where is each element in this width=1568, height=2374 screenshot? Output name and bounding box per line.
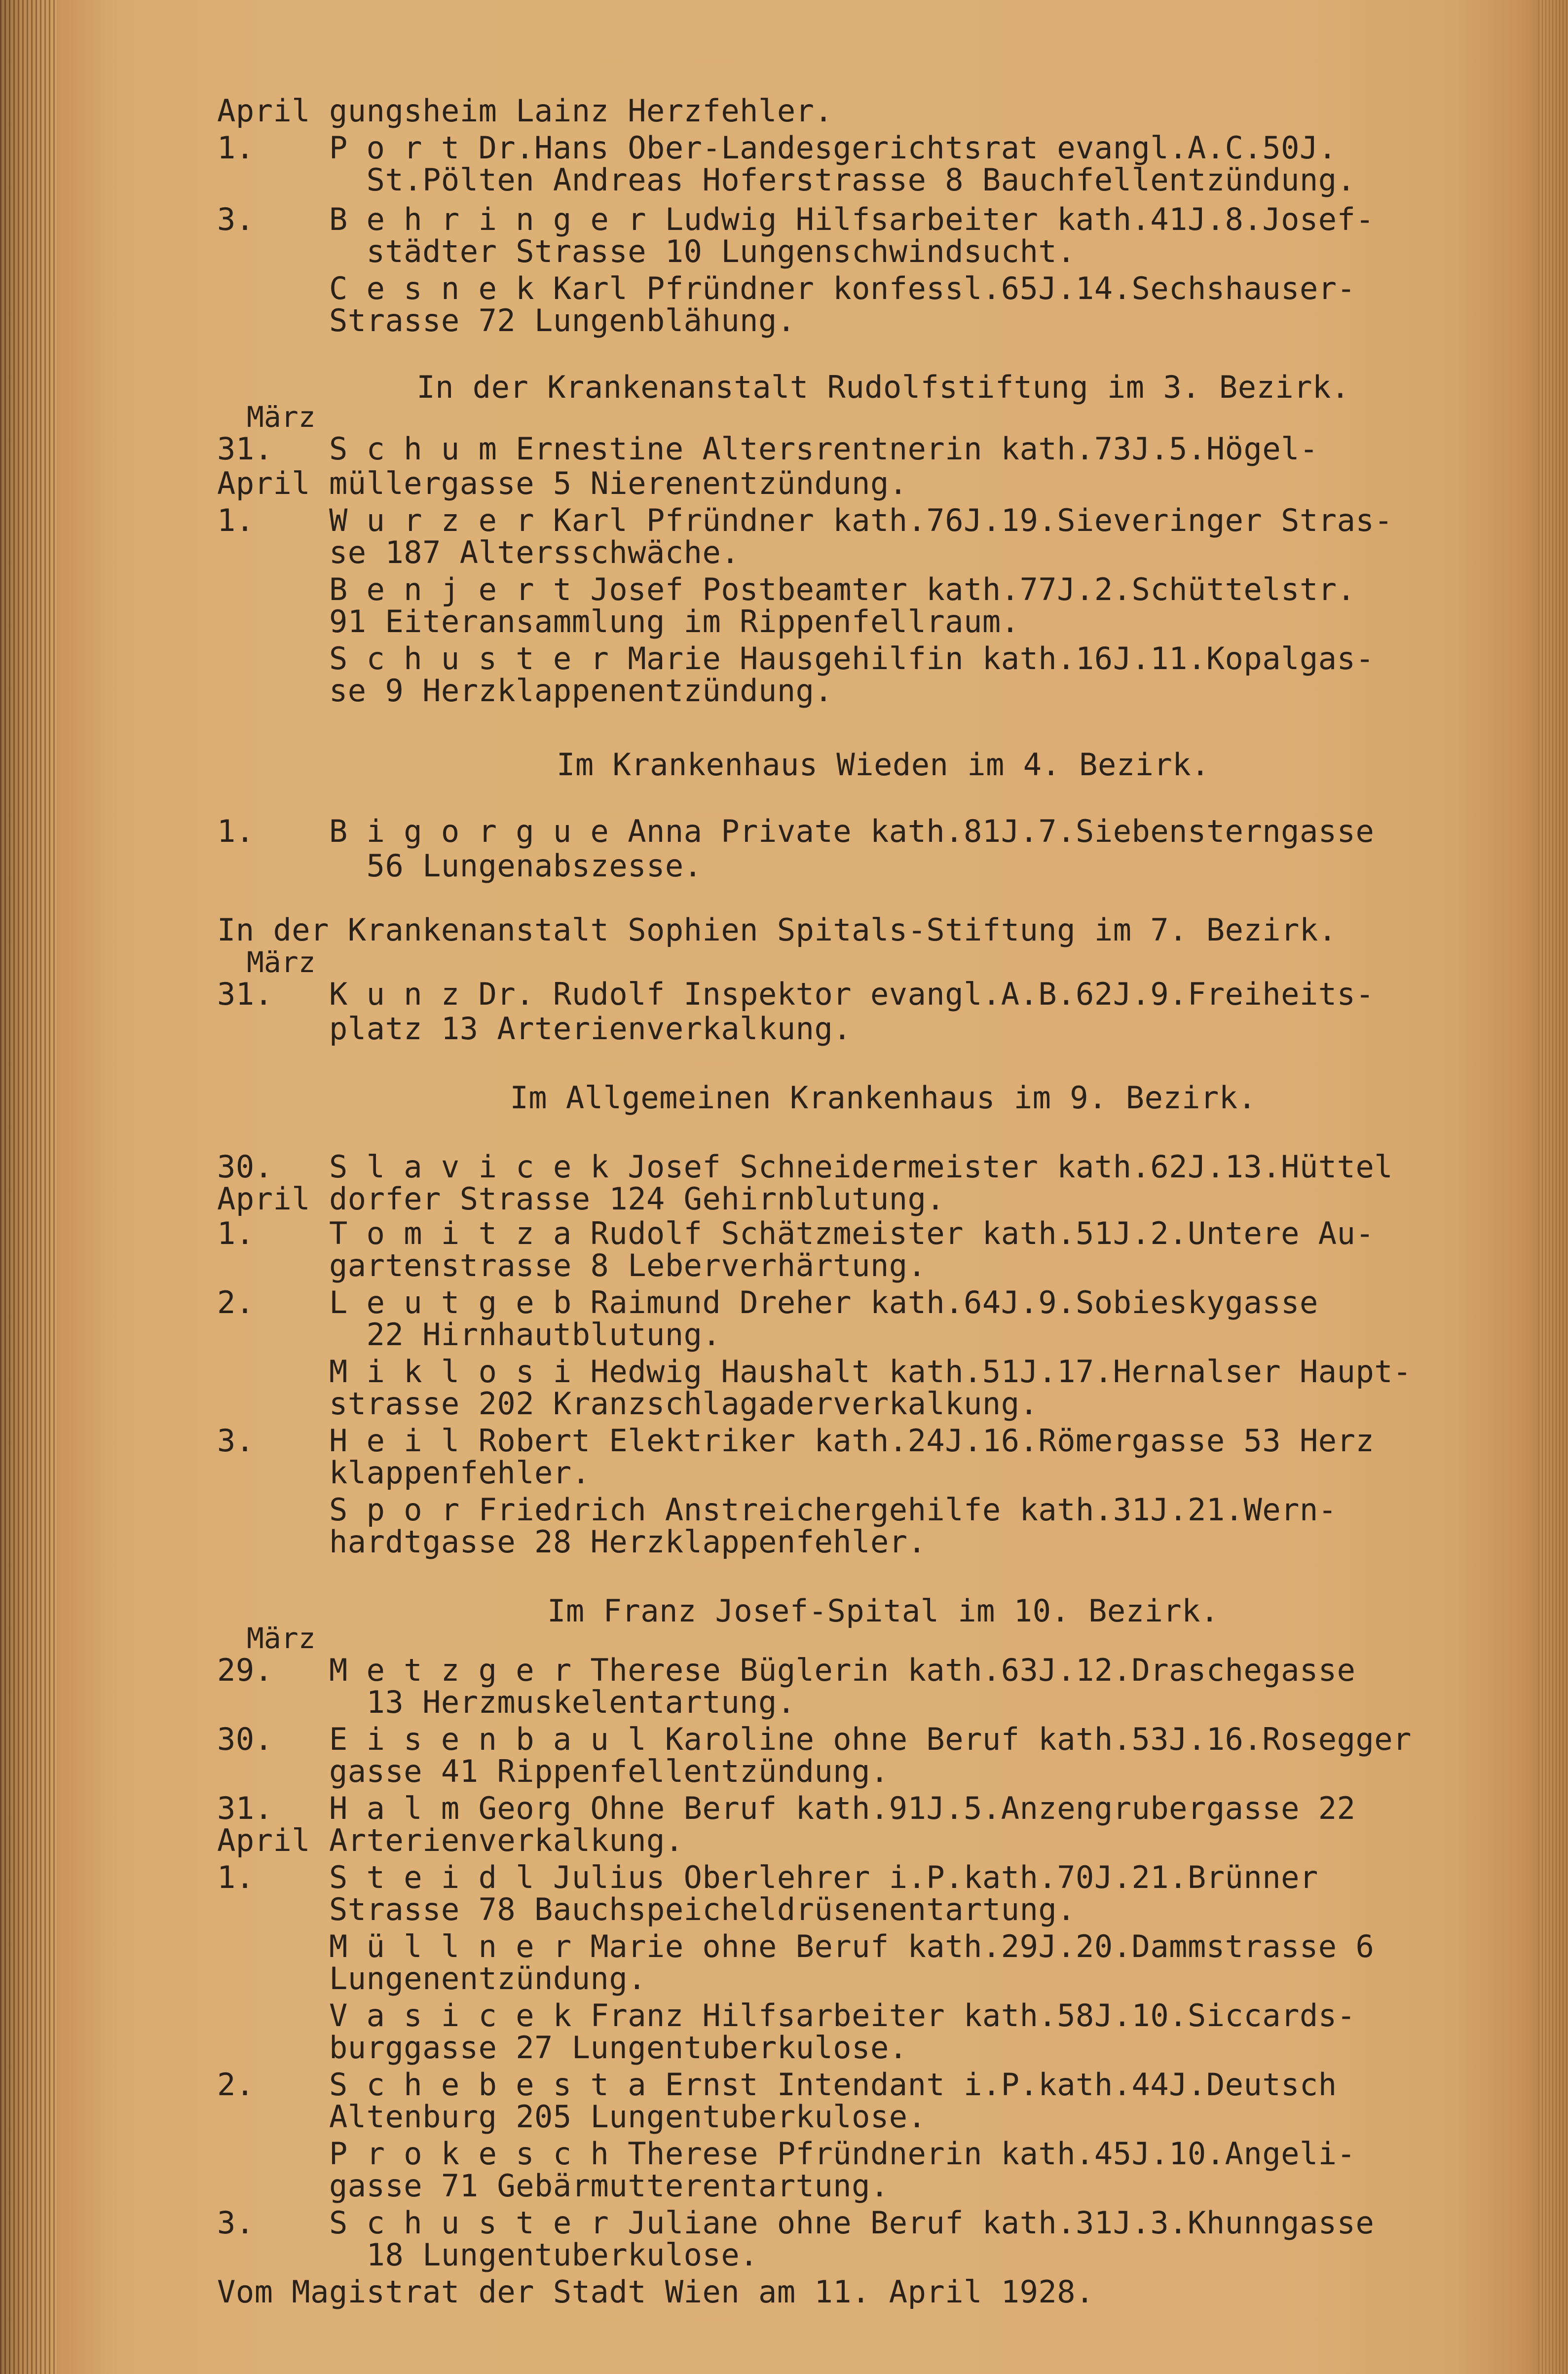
text-line: 31. H a l m Georg Ohne Beruf kath.91J.5.Anzengrubergasse 22 (217, 1790, 1356, 1826)
text-line: 30. S l a v i c e k Josef Schneidermeister kath.62J.13.Hüttel (217, 1149, 1393, 1185)
text-line: Lungenentzündung. (217, 1960, 647, 1997)
text-line: 31. K u n z Dr. Rudolf Inspektor evangl.A.B.62J.9.Freiheits- (217, 976, 1375, 1012)
section-heading: Im Franz Josef-Spital im 10. Bezirk. (547, 1593, 1219, 1629)
typewritten-document (217, 74, 1549, 2344)
text-line: 91 Eiteransammlung im Rippenfellraum. (217, 603, 1020, 640)
text-line: se 9 Herzklappenentzündung. (217, 673, 833, 709)
text-line: Strasse 72 Lungenblähung. (217, 302, 796, 339)
closing-line: Vom Magistrat der Stadt Wien am 11. April 1928. (217, 2274, 1094, 2310)
text-line: Strasse 78 Bauchspeicheldrüsenentartung. (217, 1891, 1076, 1927)
text-line: 30. E i s e n b a u l Karoline ohne Beruf kath.53J.16.Rosegger (217, 1721, 1412, 1757)
text-line: 2. L e u t g e b Raimund Dreher kath.64J.9.Sobieskygasse (217, 1284, 1318, 1320)
section-heading: Im Krankenhaus Wieden im 4. Bezirk. (557, 747, 1210, 783)
text-line: 1. S t e i d l Julius Oberlehrer i.P.kath.70J.21.Brünner (217, 1859, 1318, 1895)
text-line: strasse 202 Kranzschlagaderverkalkung. (217, 1386, 1039, 1422)
text-line: 3. S c h u s t e r Juliane ohne Beruf kath.31J.3.Khunngasse (217, 2205, 1375, 2241)
text-line: S c h u s t e r Marie Hausgehilfin kath.16J.11.Kopalgas- (217, 641, 1375, 677)
text-line: 29. M e t z g e r Therese Büglerin kath.63J.12.Draschegasse (217, 1652, 1356, 1688)
text-line: 3. B e h r i n g e r Ludwig Hilfsarbeiter kath.41J.8.Josef- (217, 201, 1375, 237)
text-line: gasse 41 Rippenfellentzündung. (217, 1753, 889, 1789)
section-heading: Im Allgemeinen Krankenhaus im 9. Bezirk. (510, 1080, 1257, 1116)
text-line: 1. W u r z e r Karl Pfründner kath.76J.19.Sieveringer Stras- (217, 502, 1393, 538)
text-line: gasse 71 Gebärmutterentartung. (217, 2168, 889, 2204)
text-line: C e s n e k Karl Pfründner konfessl.65J.14.Sechshauser- (217, 270, 1356, 306)
text-line: 1. P o r t Dr.Hans Ober-Landesgerichtsrat evangl.A.C.50J. (217, 130, 1337, 166)
margin-date: März (247, 1621, 316, 1655)
text-line: gartenstrasse 8 Leberverhärtung. (217, 1247, 927, 1283)
text-line: 13 Herzmuskelentartung. (217, 1684, 796, 1720)
book-gutter (0, 0, 57, 2374)
text-line: 18 Lungentuberkulose. (217, 2237, 758, 2273)
text-line: April müllergasse 5 Nierenentzündung. (217, 465, 908, 501)
text-line: April Arterienverkalkung. (217, 1822, 684, 1858)
text-line: M i k l o s i Hedwig Haushalt kath.51J.17.Hernalser Haupt- (217, 1354, 1412, 1390)
text-line: burggasse 27 Lungentuberkulose. (217, 2030, 908, 2066)
text-line: April dorfer Strasse 124 Gehirnblutung. (217, 1181, 945, 1217)
text-line: S p o r Friedrich Anstreichergehilfe kath.31J.21.Wern- (217, 1492, 1337, 1528)
text-line: B e n j e r t Josef Postbeamter kath.77J.2.Schüttelstr. (217, 571, 1356, 607)
text-line: St.Pölten Andreas Hoferstrasse 8 Bauchfellentzündung. (217, 162, 1356, 198)
text-line: 31. S c h u m Ernestine Altersrentnerin kath.73J.5.Högel- (217, 431, 1318, 467)
text-line: platz 13 Arterienverkalkung. (217, 1011, 852, 1047)
text-line: 56 Lungenabszesse. (217, 848, 703, 884)
text-line: 3. H e i l Robert Elektriker kath.24J.16.Römergasse 53 Herz (217, 1423, 1375, 1459)
text-line: V a s i c e k Franz Hilfsarbeiter kath.58J.10.Siccards- (217, 1997, 1356, 2034)
text-line: hardtgasse 28 Herzklappenfehler. (217, 1524, 927, 1560)
text-line: M ü l l n e r Marie ohne Beruf kath.29J.20.Dammstrasse 6 (217, 1928, 1375, 1964)
margin-date: März (247, 945, 316, 979)
text-line: 1. T o m i t z a Rudolf Schätzmeister kath.51J.2.Untere Au- (217, 1215, 1375, 1251)
text-line: P r o k e s c h Therese Pfründnerin kath.45J.10.Angeli- (217, 2136, 1356, 2172)
text-line: 2. S c h e b e s t a Ernst Intendant i.P.kath.44J.Deutsch (217, 2067, 1337, 2103)
text-line: se 187 Altersschwäche. (217, 534, 740, 570)
text-line: klappenfehler. (217, 1455, 591, 1491)
margin-date: März (247, 400, 316, 434)
text-line: städter Strasse 10 Lungenschwindsucht. (217, 233, 1076, 269)
text-line: Altenburg 205 Lungentuberkulose. (217, 2099, 927, 2135)
text-line: April gungsheim Lainz Herzfehler. (217, 93, 833, 129)
text-line: 22 Hirnhautblutung. (217, 1317, 721, 1353)
section-heading: In der Krankenanstalt Rudolfstiftung im 3. Bezirk. (416, 369, 1350, 405)
text-line: 1. B i g o r g u e Anna Private kath.81J.7.Siebensterngasse (217, 813, 1375, 849)
section-heading: In der Krankenanstalt Sophien Spitals-Stiftung im 7. Bezirk. (217, 912, 1337, 948)
